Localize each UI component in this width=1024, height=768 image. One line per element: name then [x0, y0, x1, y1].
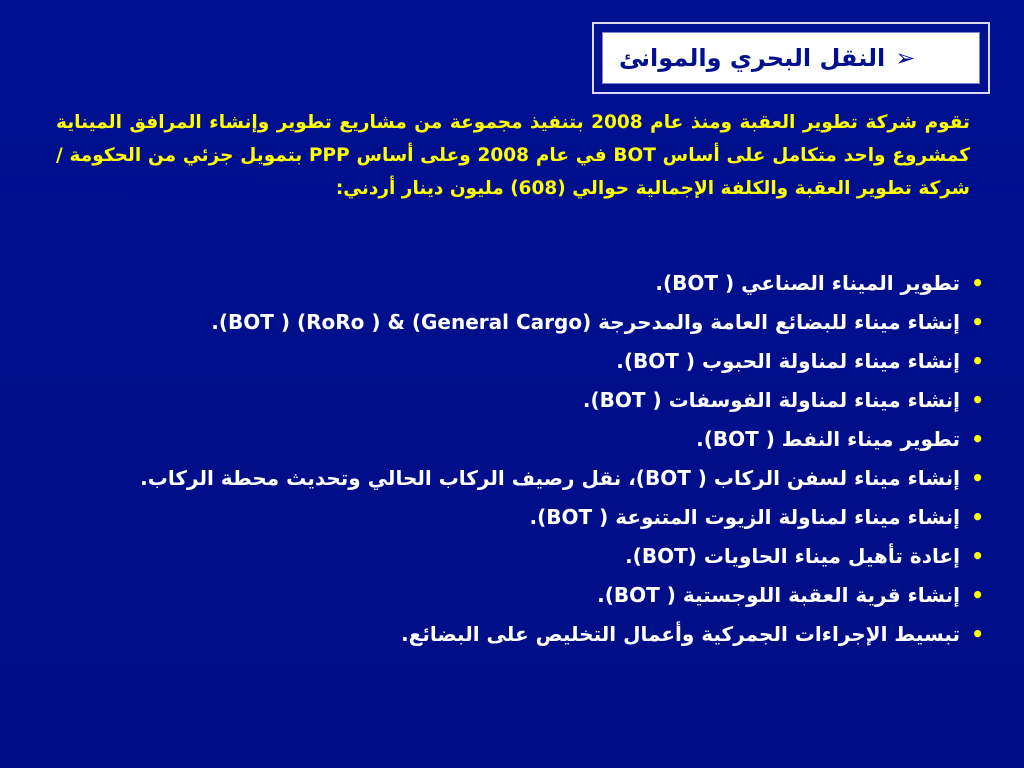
bullet-icon: •	[971, 427, 984, 451]
list-item-text: إنشاء ميناء للبضائع العامة والمدحرجة (General Cargo) & ( RoRo) ( BOT).	[211, 310, 960, 334]
list-item-text: إنشاء ميناء لمناولة الفوسفات ( BOT).	[582, 388, 960, 412]
bullet-icon: •	[971, 583, 984, 607]
list-item	[54, 615, 986, 654]
bullet-icon: •	[971, 310, 984, 334]
list-item-text: إنشاء ميناء لمناولة الزيوت المتنوعة ( BOT).	[529, 505, 960, 529]
bullet-icon: •	[971, 544, 984, 568]
bullet-icon: •	[971, 622, 984, 646]
list-item	[54, 576, 986, 615]
list-item-text: إعادة تأهيل ميناء الحاويات (BOT).	[625, 544, 960, 568]
bullet-icon: •	[971, 466, 984, 490]
list-item	[54, 381, 986, 420]
list-item	[54, 264, 986, 303]
list-item-text: إنشاء ميناء لمناولة الحبوب ( BOT).	[616, 349, 960, 373]
intro-paragraph: تقوم شركة تطوير العقبة ومنذ عام 2008 بتنفيذ مجموعة من مشاريع تطوير وإنشاء المرافق الميناية كمشروع واحد متكامل على أساس BOT في عام 2008 وعلى أساس PPP بتمويل جزئي من الحكومة /شركة تطوير العقبة والكلفة الإجمالية حوالي (608) مليون دينار أردني:	[56, 112, 971, 199]
bullet-icon: •	[971, 388, 984, 412]
list-item-text: إنشاء قرية العقبة اللوجستية ( BOT).	[597, 583, 960, 607]
bullet-icon: •	[971, 349, 984, 373]
bullet-icon: •	[971, 271, 984, 295]
list-item-text: تطوير ميناء النفط ( BOT).	[696, 427, 960, 451]
title-inner	[602, 32, 980, 84]
list-item-text: تطوير الميناء الصناعي ( BOT).	[655, 271, 960, 295]
list-item-text: تبسيط الإجراءات الجمركية وأعمال التخليص على البضائع.	[401, 622, 960, 646]
list-item	[54, 498, 986, 537]
list-item	[54, 342, 986, 381]
list-item	[54, 459, 986, 498]
bullet-icon: •	[971, 505, 984, 529]
title-box	[592, 22, 990, 94]
list-item	[54, 303, 986, 342]
list-item	[54, 420, 986, 459]
list-item	[54, 537, 986, 576]
projects-list	[54, 264, 986, 654]
page-title: النقل البحري والموانئ	[619, 44, 886, 72]
arrow-bullet-icon: ➢	[895, 44, 916, 72]
list-item-text: إنشاء ميناء لسفن الركاب ( BOT)، نقل رصيف الركاب الحالي وتحديث محطة الركاب.	[140, 466, 960, 490]
